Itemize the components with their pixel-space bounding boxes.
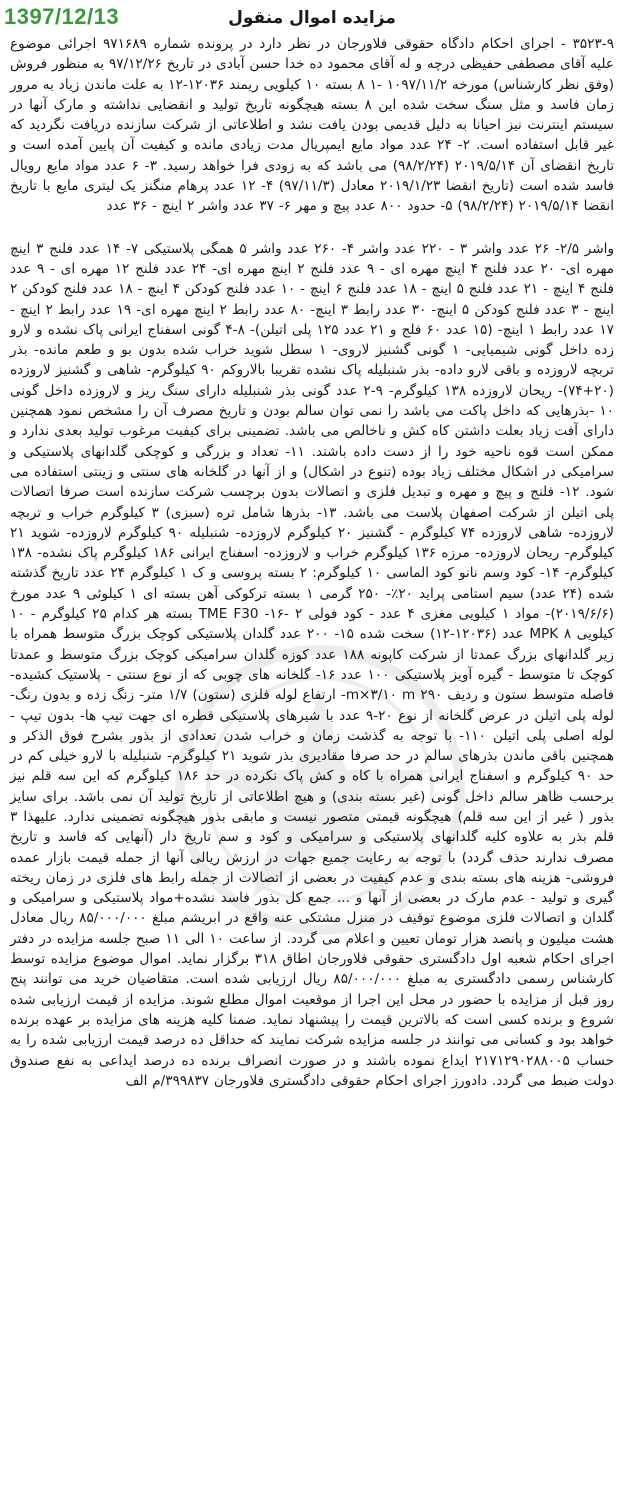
auction-notice xyxy=(10,6,614,1091)
notice-title: مزایده اموال منقول xyxy=(228,8,396,28)
publication-date: 1397/12/13 xyxy=(4,4,120,29)
notice-paragraph-2: واشر ۲/۵- ۲۶ عدد واشر ۳ - ۲۲۰ عدد واشر ۴- ۲۶۰ عدد واشر ۵ همگی پلاستیکی ۷- ۱۴ عدد فلنج ۳ اینچ مهره ای- ۲۰ عدد فلنج ۴ اینچ مهره ای - ۹ عدد فلنج ۲ اینچ مهره ای- ۲۴ عدد فلنج ۱۲ مهره ای - ۹ عدد فلنج ۴ اینچ - ۲۱ عدد فلنج ۵ اینچ - ۱۸ عدد فلنج ۶ اینچ - ۱۰ عدد فلنج کودکن ۴ اینچ - ۱۸ عدد فلنج کودکن ۲ اینچ - ۳ عدد فلنج کودکن ۵ اینچ- ۳۰ عدد رابط ۳ اینچ- ۸۰ عدد رابط ۲ اینچ مهره ای- ۱۹ عدد رابط ۲ اینچ - ۱۷ عدد رابط ۱ اینچ- (۱۵ عدد ۶۰ فلج و ۲۱ عدد ۱۲۵ پلی اتیلن)- ۸-۴ گونی اسفناج ایرانی پاک نشده و لارو زده داخل گونی شیمیایی- ۱ گونی گشنیز لاروی- ۱ سطل شوید خراب شده بدون بو و طعم مانده- بذر تربچه لاروزده و باقی لارو داده- بذر شنبلیله پاک نشده تقریبا بالاروکم ۹۰ کیلوگرم- شاهی و گشنیز لاروزده (۲۰+۷۴)- ریحان لاروزده ۱۳۸ کیلوگرم- ۹-۲ عدد گونی بذر شنبلیله دارای سنگ ریز و لاروزده داخل گونی ۱۰ -بذرهایی که داخل پاکت می باشد را نمی توان سالم بودن و تاریخ مصرف آن را مشخص نمود همچنین دارای آفت زیاد بعلت داشتن کاه کش و ناخالص می باشد. تضمینی برای کیفیت مرغوب تولید بعدی ندارد و ممکن است قوه ناحیه خود را از دست داده باشند. ۱۱- تعداد و بزرگی و کوچکی گلدانهای پلاستیکی و سرامیکی در اشکال مختلف زیاد بوده (تنوع در اشکال) و از آنها در گلخانه های سنتی و زینتی استفاده می شود. ۱۲- فلنج و پیچ و مهره و تبدیل فلزی و اتصالات بدون برچسب شرکت سازنده است صرفا اتصالات پلی اتیلن از شرکت اصفهان پلاست می باشد. ۱۳- بذرها شامل تره (سبزی) ۳ کیلوگرم خراب و تربچه لاروزده- شاهی لاروزده ۷۴ کیلوگرم - گشنیز ۲۰ کیلوگرم لاروزده- شنبلیله ۹۰ کیلوگرم لاروزده- شوید ۲۱ کیلوگرم- ریحان لاروزده- مرزه ۱۳۶ کیلوگرم خراب و لاروزده- اسفناج ایرانی ۱۸۶ کیلوگرم پاک نشده- ۱۳۸ کیلوگرم- ۱۴- کود وسم نانو کود الماسی ۱۰ کیلوگرم: ۲ بسته پروسی و ک ۱ کیلوگرم ۲۴ عدد تاریخ گذشته شده (۲۴ عدد) سیم استامی پراید ۲۰٪- ۲۵۰ گرمی ۱ بسته ترکوکی آهن بسته ای ۱ کیلوئی ۹ عدد مورخ (۲۰۱۹/۶/۶)- مواد ۱ کیلویی مغزی ۴ عدد - کود فولی TME F30 -۱۶- ۲ بسته هر کدام ۲۵ کیلوگرم - ۱۰ کیلویی MPK ۸ عدد (۱۲۰۳۶-۱۲) سخت شده ۱۵- ۲۰۰ عدد گلدان پلاستیکی کوچک بزرگ متوسط همراه با زیر گلدانهای بزرگ عمدتا از شرکت کاپونه ۱۸۸ عدد کوزه گلدان سرامیکی کوچک بزرگ متوسط و عمدتا کوچک تا متوسط - گیره آویز پلاستیکی ۱۰۰ عدد ۱۶- گلخانه های چوبی که از نوع سنتی - پلاستیک کشیده- فاصله متوسط ستون و ردیف ۲۹۰ m×۳/۱۰ m- ارتفاع لوله فلزی (ستون) ۱/۷ متر- زنگ زده و بدون رنگ- لوله پلی اتیلن در عرض گلخانه از نوع ۲۰-۹ عدد با شیرهای پلاستیکی قطره ای جهت تیپ ها- بدون تیپ - لوله اصلی پلی اتیلن ۱۱۰- با توجه به گذشت زمان و خراب شدن تعدادی از بذور بشرح فوق الذکر و همچنین باقی ماندن بذرهای سالم در حد صرفا مقادیری بذر شوید ۲۱ کیلوگرم- شنبلیله با لارو خیلی کم در حد ۹۰ کیلوگرم و اسفناج ایرانی همراه با کاه و کش پاک نکرده در حد ۱۸۶ کیلوگرم که این سه قلم نیز برحسب ظاهر سالم داخل گونی (غیر بسته بندی) و هیچ اطلاعاتی از تاریخ تولید آن نمی باشد. برای سایز بذور ( غیر از این سه قلم) هیچگونه قیمتی متصور نیست و مابقی بذور هیچگونه تضمینی ندارد. علیهذا ۳ قلم بذر به علاوه کلیه گلدانهای پلاستیکی و سرامیکی و کود و سم تاریخ دار (آنهایی که فاسد و تاریخ مصرف ندارند حذف گردد) با توجه به رعایت جمیع جهات در ارزش ریالی آنها از جمله قیمت بازار عمده فروشی- هزینه های بسته بندی و عدم کیفیت در بعضی از اتصالات از جمله رابط های فلزی در زمان ریخته گیری و تولید - عدم مارک در بعضی از آنها و ... جمع کل بذور فاسد نشده+مواد پلاستیکی و سرامیکی و گلدان و اتصالات فلزی موضوع توقیف در منزل مشتکی عنه واقع در ابریشم مبلغ ۸۵/۰۰۰/۰۰۰ ریال معادل هشت میلیون و پانصد هزار تومان تعیین و اعلام می گردد. از ساعت ۱۰ الی ۱۱ صبح جلسه مزایده در دفتر اجرای احکام شعبه اول دادگستری حقوقی فلاورجان اطاق ۳۱۸ برگزار نماید. اموال موضوع مزایده توسط کارشناس رسمی دادگستری به مبلغ ۸۵/۰۰۰/۰۰۰ ریال ارزیابی شده است. متقاضیان خرید می توانند پنج روز قبل از مزایده با حضور در محل این اجرا از موقعیت اموال مطلع شوند. مزایده از قیمت ارزیابی شده شروع و برنده کسی است که بالاترین قیمت را پیشنهاد نماید. ضمنا کلیه هزینه های مزایده بر عهده برنده خواهد بود و کسانی می توانند در جلسه مزایده شرکت نمایند که حداقل ده درصد قیمت ارزیابی شده را به حساب ۲۱۷۱۲۹۰۲۸۸۰۰۵ ایداع نموده باشند و در صورت انصراف برنده ده درصد ایداعی به نفع صندوق دولت ضبط می گردد. دادورز اجرای احکام حقوقی دادگستری فلاورجان ۳۹۹۸۳۷/م الف xyxy=(10,240,615,1089)
notice-paragraph-1: ۳۵۲۳-۹ - اجرای احکام دادگاه حقوقی فلاورجان در نظر دارد در پرونده شماره ۹۷۱۶۸۹ اجرائی موضوع علیه آقای مصطفی حفیظی درچه و له آقای محمود ده خدا حسن آبادی در تاریخ ۹۷/۱۲/۲۶ به منظور فروش (وفق نظر کارشناس) مورخه ۱۰۹۷/۱۱/۲ -۱ ۸ بسته ۱۰ کیلویی ریمند ۱۲۰۳۶-۱۲ به علت ماندن زیاد به مرور زمان فاسد و مثل سنگ سخت شده این ۸ بسته هیچگونه تاریخ تولید و انقضایی نداشته و مارک آنها در سیستم اینترنت نیز احیانا به دلیل قدیمی بودن یافت نشد و اطلاعاتی از شرکت سازنده دریافت نگردید که غیر قابل استفاده است. ۲- ۲۴ عدد مواد مایع ایمپریال مدت زیادی مانده و کیفیت آن پایین آمده است و تاریخ انقضای آن ۲۰۱۹/۵/۱۴ (۹۸/۲/۲۴) می باشد که به زودی فرا خواهد رسید. ۳- ۶ عدد مواد مایع رویال فاسد شده است (تاریخ انقضا ۲۰۱۹/۱/۲۳ معادل (۹۷/۱۱/۳) ۴- ۱۲ عدد پرهام منگنز یک لیتری مایع با تاریخ انقضا ۲۰۱۹/۵/۱۴ (۹۸/۲/۲۴) ۵- حدود ۸۰۰ عدد پیچ و مهر ۶- ۳۷ عدد واشر ۲ اینچ - ۳۶ عدد xyxy=(10,36,615,215)
